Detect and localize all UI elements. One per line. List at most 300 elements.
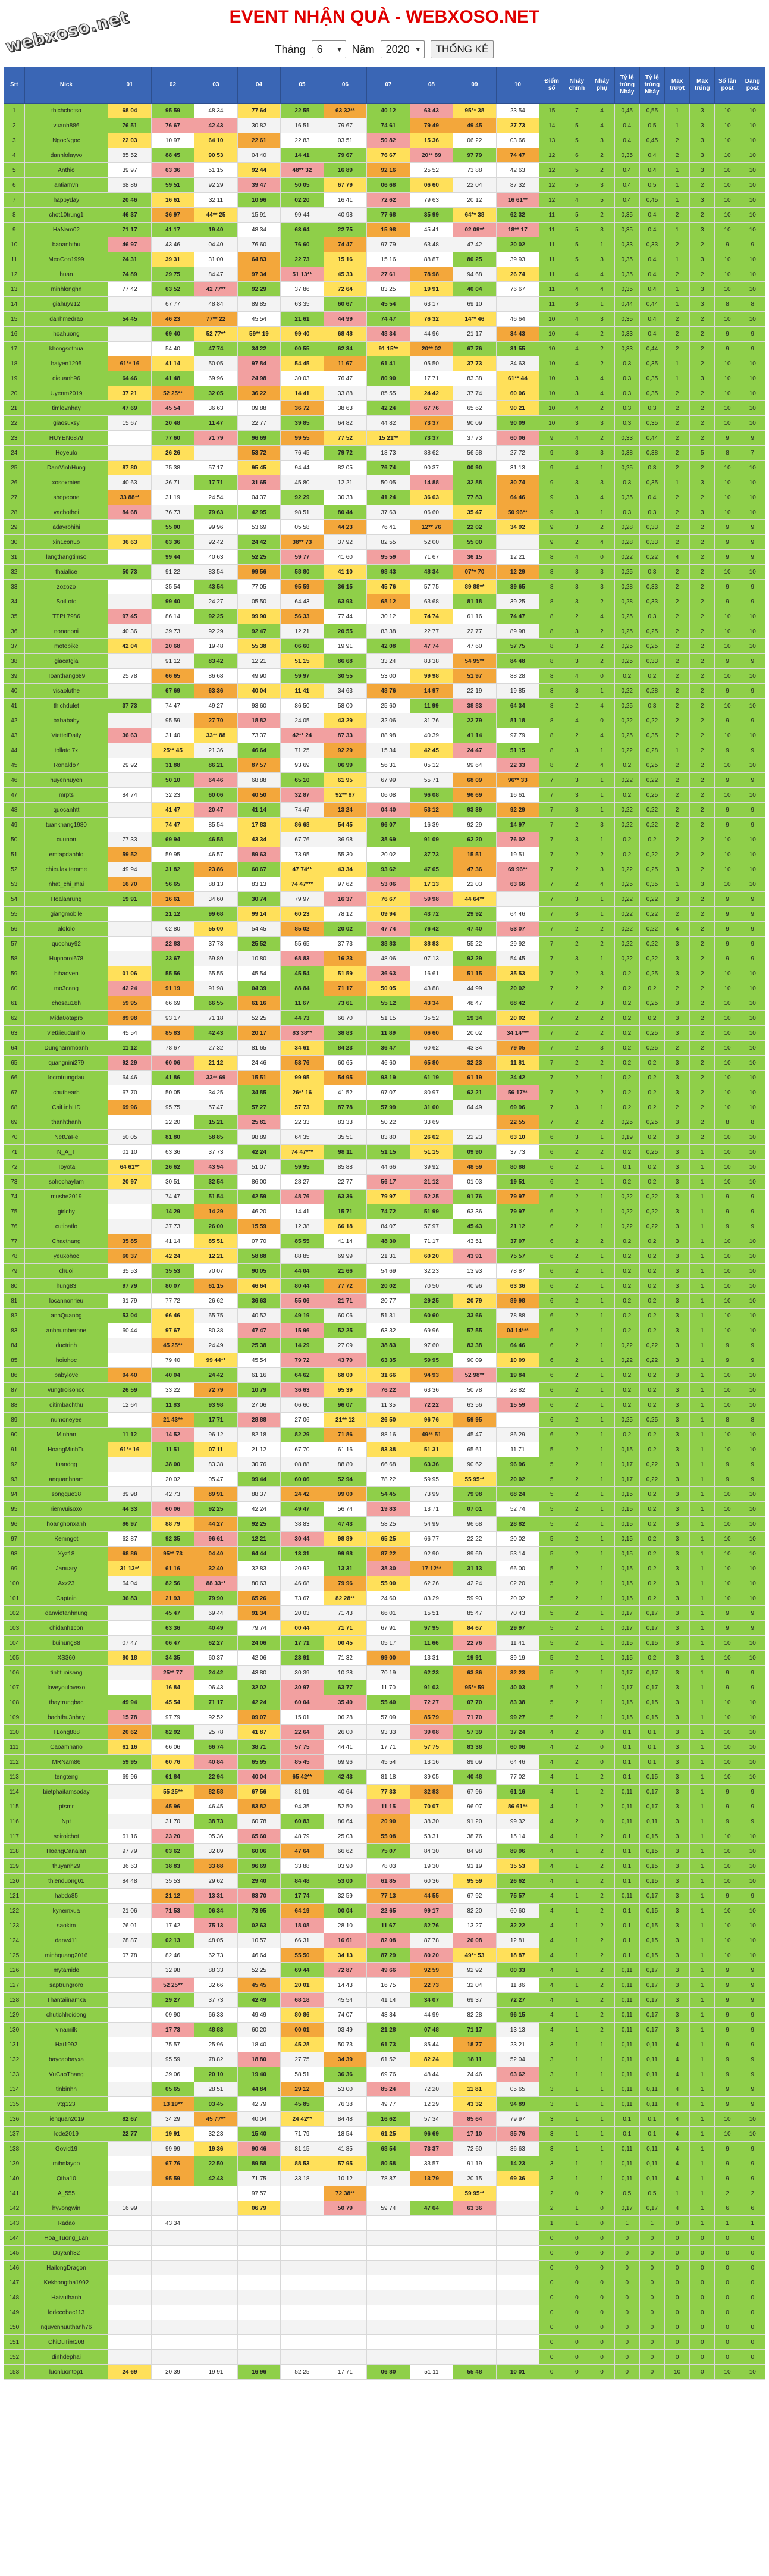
nick-cell[interactable]: Dungnammoanh xyxy=(24,1041,108,1056)
stat-cell: 3 xyxy=(589,223,614,237)
nick-cell[interactable]: kynemxua xyxy=(24,1904,108,1918)
nick-cell[interactable]: hoahuong xyxy=(24,327,108,342)
nick-cell[interactable]: mrpts xyxy=(24,788,108,803)
nick-cell[interactable]: mo3cang xyxy=(24,981,108,996)
nick-cell[interactable]: giaosuxsy xyxy=(24,416,108,431)
stat-cell: 1 xyxy=(589,1576,614,1591)
nick-cell[interactable]: vacbothoi xyxy=(24,505,108,520)
nick-cell[interactable]: thuyanh29 xyxy=(24,1859,108,1874)
table-row xyxy=(4,267,765,282)
nick-cell[interactable]: ChiDuTim208 xyxy=(24,2335,108,2350)
score-cell xyxy=(281,2231,324,2246)
nick-cell[interactable]: anquanhnam xyxy=(24,1472,108,1487)
stat-cell: 0 xyxy=(614,2290,639,2305)
stat-cell: 4 xyxy=(589,282,614,297)
nick-cell[interactable]: sohochaylam xyxy=(24,1175,108,1190)
nick-cell[interactable]: giangmobile xyxy=(24,907,108,922)
nick-cell[interactable]: emtapdanhlo xyxy=(24,847,108,862)
nick-cell[interactable]: tinhtuoisang xyxy=(24,1666,108,1680)
nick-cell[interactable]: ViettelDaily xyxy=(24,728,108,743)
nick-cell[interactable]: thaytrungbac xyxy=(24,1695,108,1710)
nick-cell[interactable]: SoiLoto xyxy=(24,594,108,609)
stat-cell: 9 xyxy=(715,237,740,252)
score-cell xyxy=(453,2231,496,2246)
score-cell: 46 68 xyxy=(281,1576,324,1591)
nick-cell[interactable]: vinamilk xyxy=(24,2023,108,2037)
nick-cell[interactable]: chot10trung1 xyxy=(24,208,108,223)
stat-cell: 0,25 xyxy=(639,996,664,1011)
nick-cell[interactable]: HoangMinhTu xyxy=(24,1442,108,1457)
score-cell: 60 36 xyxy=(410,1874,453,1889)
rank-cell: 40 xyxy=(4,684,25,699)
score-cell: 95 59 xyxy=(151,2052,194,2067)
score-cell: 19 51 xyxy=(496,1175,539,1190)
stat-cell: 2 xyxy=(564,1755,589,1770)
nick-cell[interactable]: danhmedrao xyxy=(24,312,108,327)
table-row xyxy=(4,2186,765,2201)
table-row xyxy=(4,684,765,699)
nick-cell[interactable]: NgocNgoc xyxy=(24,133,108,148)
score-cell: 40 50 xyxy=(237,788,280,803)
stat-cell: 5 xyxy=(539,1502,564,1517)
stat-cell: 2 xyxy=(665,505,690,520)
nick-cell[interactable]: thanhthanh xyxy=(24,1115,108,1130)
stat-cell: 10 xyxy=(715,1933,740,1948)
nick-cell[interactable]: saokim xyxy=(24,1918,108,1933)
nick-cell[interactable]: minhquang2016 xyxy=(24,1948,108,1963)
nick-cell[interactable]: tinbinhn xyxy=(24,2082,108,2097)
stat-cell: 3 xyxy=(665,1145,690,1160)
nick-cell[interactable]: babababy xyxy=(24,713,108,728)
nick-cell[interactable]: bachthu3nhay xyxy=(24,1710,108,1725)
nick-cell[interactable]: nonanoni xyxy=(24,624,108,639)
nick-cell[interactable]: visaoluthe xyxy=(24,684,108,699)
score-cell: 27 70 xyxy=(194,713,237,728)
nick-cell[interactable]: giacatgia xyxy=(24,654,108,669)
nick-cell[interactable]: vuanh886 xyxy=(24,118,108,133)
nick-cell[interactable]: Kemngot xyxy=(24,1532,108,1547)
score-cell: 31 13 xyxy=(496,461,539,475)
nick-cell[interactable]: locannonrieu xyxy=(24,1294,108,1309)
stat-cell: 3 xyxy=(665,1264,690,1279)
score-cell: 80 88 xyxy=(496,1160,539,1175)
stat-cell: 0,15 xyxy=(614,1487,639,1502)
nick-cell[interactable]: chuoi xyxy=(24,1264,108,1279)
nick-cell[interactable]: langthangtimso xyxy=(24,550,108,565)
nick-cell[interactable]: VuCaoThang xyxy=(24,2067,108,2082)
nick-cell[interactable]: danv411 xyxy=(24,1933,108,1948)
nick-cell[interactable]: thichdulet xyxy=(24,699,108,713)
nick-cell[interactable]: khongsothua xyxy=(24,342,108,356)
score-cell: 18 73 xyxy=(367,446,410,461)
nick-cell[interactable]: hyvongwin xyxy=(24,2201,108,2216)
score-cell: 54 95** xyxy=(453,654,496,669)
score-cell: 33** 88 xyxy=(194,728,237,743)
stat-cell: 0,25 xyxy=(614,877,639,892)
statistics-button[interactable]: THỐNG KÊ xyxy=(431,40,494,58)
stat-cell: 2 xyxy=(665,684,690,699)
nick-cell[interactable]: vietkieudanhlo xyxy=(24,1026,108,1041)
nick-cell[interactable]: chuthearh xyxy=(24,1085,108,1100)
nick-cell[interactable]: Thantaiinamxa xyxy=(24,1993,108,2008)
score-cell: 35 53 xyxy=(151,1264,194,1279)
nick-cell[interactable]: Captain xyxy=(24,1591,108,1606)
stat-cell: 10 xyxy=(715,1859,740,1874)
score-cell: 36 98 xyxy=(324,832,366,847)
score-cell xyxy=(367,2261,410,2275)
nick-cell[interactable]: baycaobayxa xyxy=(24,2052,108,2067)
stat-cell: 1 xyxy=(564,1918,589,1933)
stat-cell: 0,25 xyxy=(614,624,639,639)
score-cell: 55 48 xyxy=(453,2365,496,2380)
nick-cell[interactable]: DamVinhHung xyxy=(24,461,108,475)
nick-cell[interactable]: antiamvn xyxy=(24,178,108,193)
nick-cell[interactable]: chutichhoidong xyxy=(24,2008,108,2023)
score-cell: 60 76 xyxy=(151,1755,194,1770)
nick-cell[interactable]: tollatoi7x xyxy=(24,743,108,758)
stat-cell: 9 xyxy=(740,1680,765,1695)
score-cell: 43 70 xyxy=(324,1353,366,1368)
nick-cell[interactable]: baoanhthu xyxy=(24,237,108,252)
stat-cell: 10 xyxy=(740,1651,765,1666)
nick-cell[interactable]: hoanghonxanh xyxy=(24,1517,108,1532)
nick-cell[interactable]: Haivuthanh xyxy=(24,2290,108,2305)
nick-cell[interactable]: anhnumberone xyxy=(24,1323,108,1338)
month-select[interactable] xyxy=(312,40,346,58)
score-cell: 21 43** xyxy=(151,1413,194,1428)
nick-cell[interactable]: hihaoven xyxy=(24,966,108,981)
score-cell: 50 05 xyxy=(281,178,324,193)
nick-cell[interactable]: danhlolayvo xyxy=(24,148,108,163)
stat-cell: 10 xyxy=(539,327,564,342)
nick-cell[interactable]: Hai1992 xyxy=(24,2037,108,2052)
stat-cell: 2 xyxy=(690,237,715,252)
nick-cell[interactable]: cutibatlo xyxy=(24,1219,108,1234)
stat-cell: 2 xyxy=(564,1383,589,1398)
nick-cell[interactable]: Radao xyxy=(24,2216,108,2231)
nick-cell[interactable]: nhat_chi_mai xyxy=(24,877,108,892)
score-cell: 43 29 xyxy=(324,713,366,728)
nick-cell[interactable]: xin1conLo xyxy=(24,535,108,550)
score-cell: 18 82 xyxy=(237,713,280,728)
stat-cell: 3 xyxy=(564,654,589,669)
nick-cell[interactable]: danvietanhnung xyxy=(24,1606,108,1621)
nick-cell[interactable]: timlo2nhay xyxy=(24,401,108,416)
stat-cell: 10 xyxy=(740,624,765,639)
score-cell: 80 18 xyxy=(108,1651,151,1666)
score-cell: 66 74 xyxy=(194,1740,237,1755)
stat-cell: 0,5 xyxy=(639,178,664,193)
score-cell: 52 94 xyxy=(324,1472,366,1487)
score-cell: 43 46 xyxy=(151,237,194,252)
nick-cell[interactable]: giahuy912 xyxy=(24,297,108,312)
stat-cell: 0,22 xyxy=(614,951,639,966)
stat-cell: 10 xyxy=(715,208,740,223)
nick-cell[interactable]: Toanthang689 xyxy=(24,669,108,684)
nick-cell[interactable]: HailongDragon xyxy=(24,2261,108,2275)
score-cell: 40 64 xyxy=(324,1785,366,1799)
nick-cell[interactable]: soiroichot xyxy=(24,1829,108,1844)
nick-cell[interactable]: ductrinh xyxy=(24,1338,108,1353)
score-cell: 68 00 xyxy=(324,1368,366,1383)
stat-cell: 1 xyxy=(564,1859,589,1874)
nick-cell[interactable]: hung83 xyxy=(24,1279,108,1294)
nick-cell[interactable]: Anthio xyxy=(24,163,108,178)
nick-cell[interactable]: xosoxmien xyxy=(24,475,108,490)
nick-cell[interactable]: chieulaxitemme xyxy=(24,862,108,877)
score-cell: 36 63 xyxy=(281,1383,324,1398)
score-cell xyxy=(496,2201,539,2216)
stat-cell: 9 xyxy=(715,2156,740,2171)
stat-cell: 11 xyxy=(539,267,564,282)
stat-cell: 10 xyxy=(740,981,765,996)
score-cell: 91 19 xyxy=(453,1859,496,1874)
score-cell xyxy=(281,2275,324,2290)
rank-cell: 94 xyxy=(4,1487,25,1502)
score-cell: 93 98 xyxy=(194,1398,237,1413)
stat-cell: 3 xyxy=(690,505,715,520)
rank-cell: 62 xyxy=(4,1011,25,1026)
nick-cell[interactable]: Minhan xyxy=(24,1428,108,1442)
nick-cell[interactable]: riemvuisoxo xyxy=(24,1502,108,1517)
nick-cell[interactable]: saptrungroro xyxy=(24,1978,108,1993)
nick-cell[interactable]: zozozo xyxy=(24,580,108,594)
nick-cell[interactable]: habdo85 xyxy=(24,1889,108,1904)
score-cell: 11 41 xyxy=(496,1636,539,1651)
stat-cell: 9 xyxy=(740,1606,765,1621)
nick-cell[interactable]: babylove xyxy=(24,1368,108,1383)
nick-cell[interactable]: quochuy92 xyxy=(24,937,108,951)
score-cell: 42 43 xyxy=(194,1026,237,1041)
nick-cell[interactable]: huan xyxy=(24,267,108,282)
stat-cell: 0,2 xyxy=(639,1576,664,1591)
nick-cell[interactable]: tuankhang1980 xyxy=(24,818,108,832)
stat-cell: 4 xyxy=(564,267,589,282)
nick-cell[interactable]: locrotrungdau xyxy=(24,1071,108,1085)
nick-cell[interactable]: lode2019 xyxy=(24,2127,108,2142)
score-cell: 13 19** xyxy=(151,2097,194,2112)
nick-cell[interactable]: TLong888 xyxy=(24,1725,108,1740)
nick-cell[interactable]: lienquan2019 xyxy=(24,2112,108,2127)
nick-cell[interactable]: ptsmr xyxy=(24,1799,108,1814)
nick-cell[interactable]: vungtroisohoc xyxy=(24,1383,108,1398)
stat-cell: 9 xyxy=(715,2171,740,2186)
nick-cell[interactable]: dieuanh96 xyxy=(24,371,108,386)
score-cell: 25 52 xyxy=(410,163,453,178)
nick-cell[interactable]: shopeone xyxy=(24,490,108,505)
nick-cell[interactable]: Xyz18 xyxy=(24,1547,108,1561)
year-select[interactable] xyxy=(381,40,425,58)
nick-cell[interactable]: songque38 xyxy=(24,1487,108,1502)
score-cell: 52 25** xyxy=(151,386,194,401)
nick-cell[interactable]: mytamido xyxy=(24,1963,108,1978)
stat-cell: 8 xyxy=(539,699,564,713)
nick-cell[interactable]: ditimbachthu xyxy=(24,1398,108,1413)
score-cell: 18 08 xyxy=(281,1918,324,1933)
score-cell: 22 77 xyxy=(453,624,496,639)
nick-cell[interactable]: huyenhuyen xyxy=(24,773,108,788)
nick-cell[interactable]: dinhdephai xyxy=(24,2350,108,2365)
nick-cell[interactable]: minhlonghn xyxy=(24,282,108,297)
nick-cell[interactable]: TTPL7986 xyxy=(24,609,108,624)
score-cell: 36 63 xyxy=(108,1859,151,1874)
score-cell: 06 28 xyxy=(324,1710,366,1725)
nick-cell[interactable]: girlchy xyxy=(24,1204,108,1219)
nick-cell[interactable]: Qtha10 xyxy=(24,2171,108,2186)
nick-cell[interactable]: haiyen1295 xyxy=(24,356,108,371)
nick-cell[interactable]: CaiLinhHD xyxy=(24,1100,108,1115)
stat-cell: 10 xyxy=(715,2127,740,2142)
nick-cell[interactable]: MRNam86 xyxy=(24,1755,108,1770)
score-cell: 73 37 xyxy=(410,431,453,446)
stat-cell: 0,22 xyxy=(639,1353,664,1368)
nick-cell[interactable]: motobike xyxy=(24,639,108,654)
nick-cell[interactable]: Axz23 xyxy=(24,1576,108,1591)
stat-cell: 1 xyxy=(690,1487,715,1502)
table-row xyxy=(4,1874,765,1889)
score-cell: 16 61** xyxy=(496,193,539,208)
score-cell: 25 81 xyxy=(237,1115,280,1130)
stat-cell: 10 xyxy=(715,1695,740,1710)
nick-cell[interactable]: Npt xyxy=(24,1814,108,1829)
nick-cell[interactable]: HUYEN6879 xyxy=(24,431,108,446)
score-cell: 07 78 xyxy=(108,1948,151,1963)
score-cell: 38 83 xyxy=(410,937,453,951)
stat-cell: 3 xyxy=(539,2067,564,2082)
nick-cell[interactable]: alololo xyxy=(24,922,108,937)
nick-cell[interactable]: Hupnoroi678 xyxy=(24,951,108,966)
score-cell: 59 74 xyxy=(367,2201,410,2216)
score-cell: 20 39 xyxy=(151,2365,194,2380)
nick-cell[interactable]: Kekhongtha1992 xyxy=(24,2275,108,2290)
nick-cell[interactable]: yeuxohoc xyxy=(24,1249,108,1264)
stat-cell: 3 xyxy=(539,2142,564,2156)
nick-cell[interactable]: happyday xyxy=(24,193,108,208)
stat-cell: 0 xyxy=(690,2350,715,2365)
nick-cell[interactable]: chidanh1con xyxy=(24,1621,108,1636)
stat-cell: 0,33 xyxy=(614,342,639,356)
nick-cell[interactable]: Hoa_Tuong_Lan xyxy=(24,2231,108,2246)
stat-cell: 1 xyxy=(589,1502,614,1517)
nick-cell[interactable]: hoiohoc xyxy=(24,1353,108,1368)
score-cell: 12 38 xyxy=(281,1219,324,1234)
score-cell: 59 95 xyxy=(410,1353,453,1368)
stat-cell: 0,3 xyxy=(639,609,664,624)
score-cell: 49 94 xyxy=(108,862,151,877)
stat-cell: 0,4 xyxy=(614,163,639,178)
nick-cell[interactable]: cuunon xyxy=(24,832,108,847)
score-cell: 63 32** xyxy=(324,104,366,118)
nick-cell[interactable]: NetCaFe xyxy=(24,1130,108,1145)
stat-cell: 10 xyxy=(740,193,765,208)
nick-cell[interactable]: Govid19 xyxy=(24,2142,108,2156)
nick-cell[interactable]: Duyanh82 xyxy=(24,2246,108,2261)
score-cell xyxy=(108,818,151,832)
stat-cell: 3 xyxy=(564,1130,589,1145)
nick-cell[interactable]: mushe2019 xyxy=(24,1190,108,1204)
stat-cell: 10 xyxy=(715,178,740,193)
nick-cell[interactable]: Hoyeulo xyxy=(24,446,108,461)
nick-cell[interactable]: luonluontop1 xyxy=(24,2365,108,2380)
stat-cell: 0 xyxy=(665,2216,690,2231)
stat-cell: 0,22 xyxy=(614,1338,639,1353)
nick-cell[interactable]: Uyenm2019 xyxy=(24,386,108,401)
stat-cell: 3 xyxy=(665,1338,690,1353)
stat-cell: 5 xyxy=(539,1547,564,1561)
nick-cell[interactable]: adayrohihi xyxy=(24,520,108,535)
stat-cell: 0,1 xyxy=(639,1740,664,1755)
stat-cell: 0,17 xyxy=(639,1785,664,1799)
table-row xyxy=(4,327,765,342)
score-cell: 03 51 xyxy=(324,133,366,148)
nick-cell[interactable]: anhQuanbg xyxy=(24,1309,108,1323)
nick-cell[interactable]: bietphaitamsoday xyxy=(24,1785,108,1799)
stat-cell: 3 xyxy=(589,862,614,877)
nick-cell[interactable]: Caoamhano xyxy=(24,1740,108,1755)
score-cell: 88 33** xyxy=(194,1576,237,1591)
nick-cell[interactable]: XS360 xyxy=(24,1651,108,1666)
nick-cell[interactable]: HoangCanalan xyxy=(24,1844,108,1859)
nick-cell[interactable]: tuandgg xyxy=(24,1457,108,1472)
stat-cell: 1 xyxy=(589,1368,614,1383)
stat-cell: 1 xyxy=(690,1918,715,1933)
stat-cell: 10 xyxy=(740,1056,765,1071)
nick-cell[interactable]: Hoalanrung xyxy=(24,892,108,907)
nick-cell[interactable]: buihung88 xyxy=(24,1636,108,1651)
nick-cell[interactable]: tengteng xyxy=(24,1770,108,1785)
score-cell: 25 03 xyxy=(324,1829,366,1844)
nick-cell[interactable]: quocanhtt xyxy=(24,803,108,818)
nick-cell[interactable]: Chacthang xyxy=(24,1234,108,1249)
stat-cell: 10 xyxy=(740,1948,765,1963)
nick-cell[interactable]: thaialice xyxy=(24,565,108,580)
nick-cell[interactable]: Mida0otapro xyxy=(24,1011,108,1026)
nick-cell[interactable]: numoneyee xyxy=(24,1413,108,1428)
stat-cell: 9 xyxy=(715,550,740,565)
nick-cell[interactable]: Ronaldo7 xyxy=(24,758,108,773)
nick-cell[interactable]: HaNam02 xyxy=(24,223,108,237)
nick-cell[interactable]: N_A_T xyxy=(24,1145,108,1160)
nick-cell[interactable]: chosau18h xyxy=(24,996,108,1011)
stat-cell: 4 xyxy=(589,535,614,550)
nick-cell[interactable]: vtg123 xyxy=(24,2097,108,2112)
stat-cell: 0,17 xyxy=(639,1963,664,1978)
nick-cell[interactable]: nguyenhuuthanh76 xyxy=(24,2320,108,2335)
score-cell: 18** 17 xyxy=(496,223,539,237)
score-cell: 87 22 xyxy=(367,1547,410,1561)
table-row xyxy=(4,1651,765,1666)
stat-cell: 1 xyxy=(564,1933,589,1948)
stat-cell: 2 xyxy=(589,1770,614,1785)
nick-cell[interactable]: January xyxy=(24,1561,108,1576)
stat-cell: 7 xyxy=(564,104,589,118)
score-cell: 91 15** xyxy=(367,342,410,356)
nick-cell[interactable]: MeoCon1999 xyxy=(24,252,108,267)
score-cell: 68 04 xyxy=(108,104,151,118)
nick-cell[interactable]: A_555 xyxy=(24,2186,108,2201)
stat-cell: 2 xyxy=(665,669,690,684)
nick-cell[interactable]: mihnlaydo xyxy=(24,2156,108,2171)
stat-cell: 0,2 xyxy=(639,1011,664,1026)
nick-cell[interactable]: loveyoulovexo xyxy=(24,1680,108,1695)
nick-cell[interactable]: thichchotso xyxy=(24,104,108,118)
nick-cell[interactable]: Toyota xyxy=(24,1160,108,1175)
score-cell: 20 15 xyxy=(453,2171,496,2186)
nick-cell[interactable]: quangnini279 xyxy=(24,1056,108,1071)
score-cell: 88 84 xyxy=(281,981,324,996)
nick-cell[interactable]: thienduong01 xyxy=(24,1874,108,1889)
nick-cell[interactable]: lodecobac113 xyxy=(24,2305,108,2320)
